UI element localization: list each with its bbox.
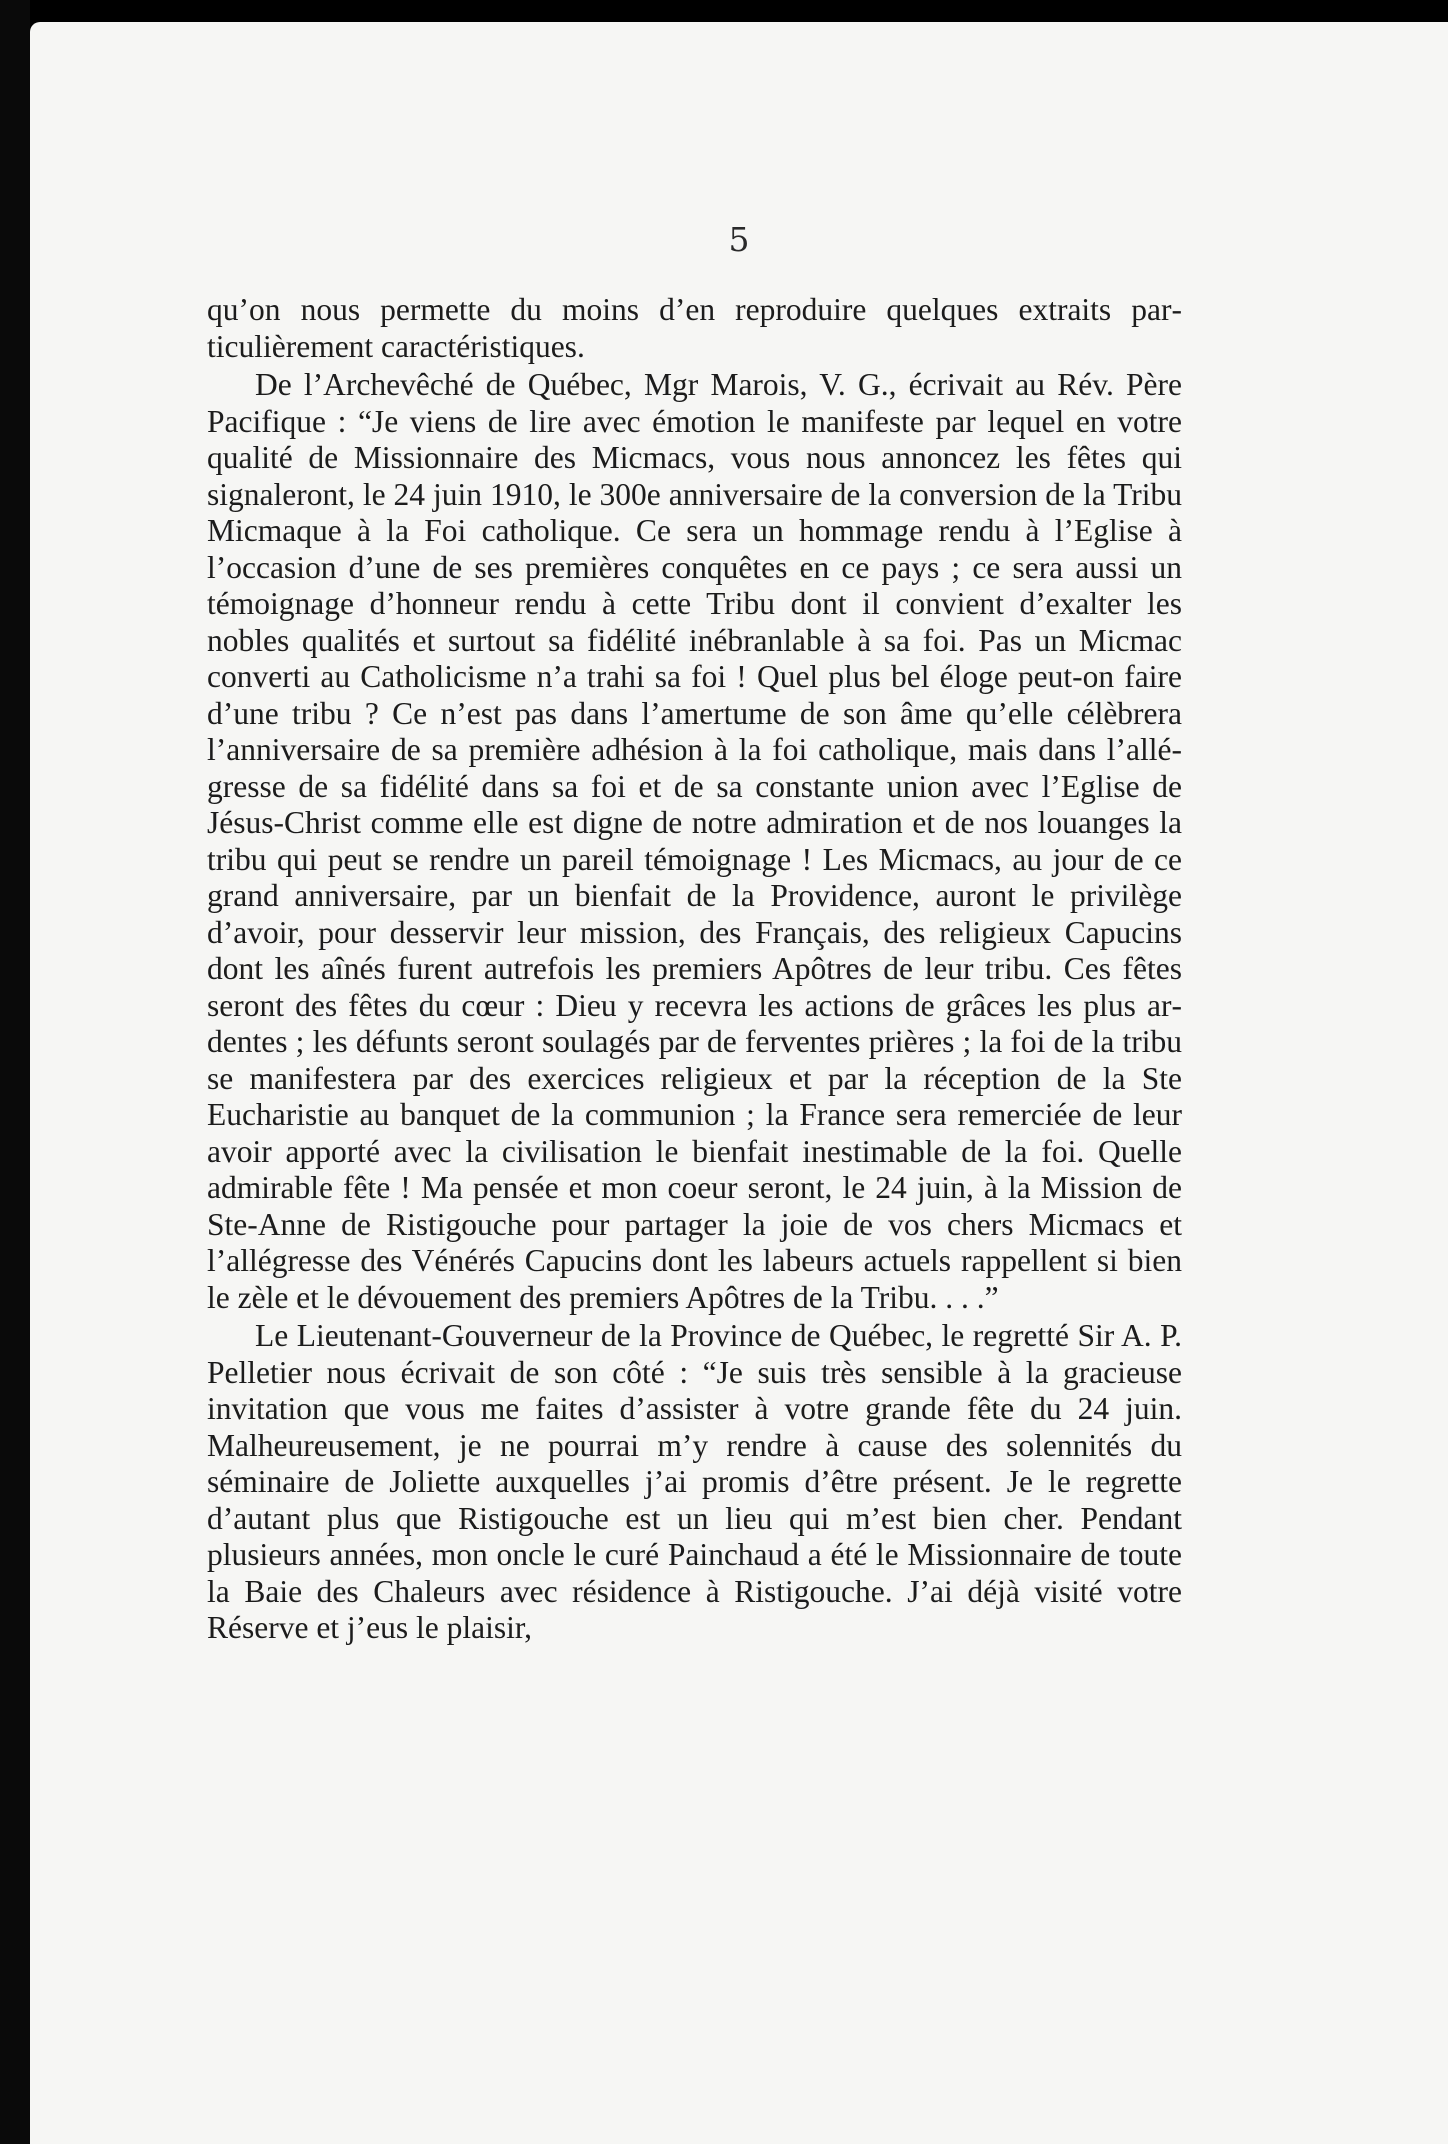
paragraph-lieutenant-gouverneur-letter: Le Lieutenant-Gouverneur de la Province de Québec, le regretté Sir A. P. Pelletier nous écrivait de son côté : “Je suis très sensible à la gracieuse invitation que vous me faites d’assister à votre grande fête du 24 juin. Malheureusement, je ne pourrai m’y rendre à cause des solennités du séminaire de Joliette auxquelles j’ai promis d’être présent. Je le regrette d’autant plus que Ristigouche est un lieu qui m’est bien cher. Pendant plusieurs années, mon oncle le curé Painchaud a été le Missionnaire de toute la Baie des Chaleurs avec résidence à Ristigouche. J’ai déjà visité votre Réserve et j’eus le plaisir, <box>207 1318 1182 1645</box>
paragraph-continuation: qu’on nous permette du moins d’en reproduire quelques extraits particulièrement caractéristiques. <box>207 292 1182 364</box>
body-text <box>207 292 1182 1647</box>
paragraph-archeveche-letter: De l’Archevêché de Québec, Mgr Marois, V. G., écrivait au Rév. Père Pacifique : “Je viens de lire avec émotion le manifeste par lequel en votre qualité de Missionnaire des Micmacs, vous nous annoncez les fêtes qui signaleront, le 24 juin 1910, le 300e anniversaire de la conversion de la Tribu Micmaque à la Foi catholique. Ce sera un hommage rendu à l’Eglise à l’occasion d’une de ses premières conquêtes en ce pays ; ce sera aussi un témoignage d’honneur rendu à cette Tribu dont il convient d’exalter les nobles qualités et surtout sa fidélité inébranlable à sa foi. Pas un Micmac converti au Catholicisme n’a trahi sa foi ! Quel plus bel éloge peut-on faire d’une tribu ? Ce n’est pas dans l’amertume de son âme qu’elle célèbrera l’anniversaire de sa première adhésion à la foi catholique, mais dans l’allégresse de sa fidélité dans sa foi et de sa constante union avec l’Eglise de Jésus-Christ comme elle est digne de notre admiration et de nos louanges la tribu qui peut se rendre un pareil témoignage ! Les Micmacs, au jour de ce grand anniversaire, par un bienfait de la Providence, auront le privilège d’avoir, pour desservir leur mission, des Français, des religieux Capucins dont les aînés furent autrefois les premiers Apôtres de leur tribu. Ces fêtes seront des fêtes du cœur : Dieu y recevra les actions de grâces les plus ardentes ; les défunts seront soulagés par de ferventes prières ; la foi de la tribu se manifestera par des exercices religieux et par la réception de la Ste Eucharistie au banquet de la communion ; la France sera remerciée de leur avoir apporté avec la civilisation le bienfait inestimable de la foi. Quelle admirable fête ! Ma pensée et mon coeur seront, le 24 juin, à la Mission de Ste-Anne de Ristigouche pour partager la joie de vos chers Micmacs et l’allégresse des Vénérés Capucins dont les labeurs actuels rappellent si bien le zèle et le dévouement des premiers Apôtres de la Tribu. . . .” <box>207 367 1182 1315</box>
scan-left-border <box>0 0 30 2144</box>
page-number: 5 <box>728 220 750 259</box>
book-page <box>30 22 1448 2144</box>
